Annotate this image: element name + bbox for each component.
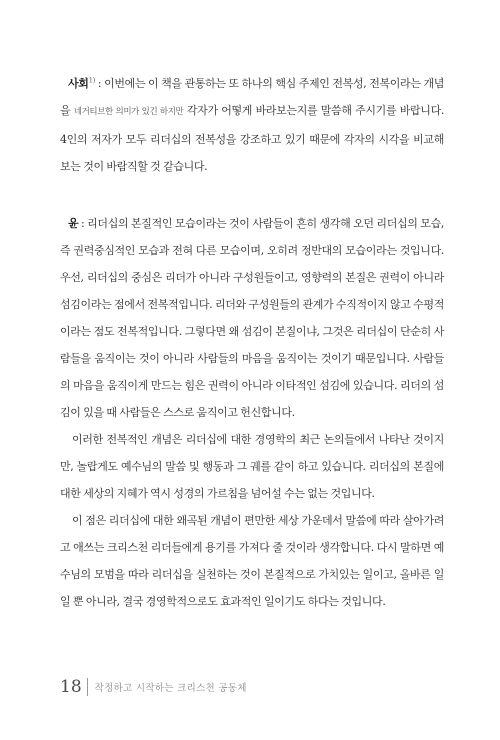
body-paragraph: 이 점은 리더십에 대한 왜곡된 개념이 편만한 세상 가운데서 말씀에 따라 살아가려고 애쓰는 크리스천 리더들에게 용기를 가져다 줄 것이라 생각합니다. 다시 말하면 예수님의 모범을 따라 리더십을 실천하는 것이 본질적으로 가치있는 일이고, 올바른 일일 뿐 아니라, 결국 경영학적으로도 효과적인 일이기도 하다는 것입니다.: [60, 514, 444, 608]
yoon-paragraph: [60, 210, 444, 426]
speaker-name-moderator: 사회: [68, 77, 89, 90]
paragraph-text: : 리더십의 본질적인 모습이라는 것이 사람들이 흔히 생각해 오던 리더십의 모습, 즉 권력중심적인 모습과 전혀 다른 모습이며, 오히려 정반대의 모습이라는 것입니다. 우선, 리더십의 중심은 리더가 아니라 구성원들이고, 영향력의 본질은 권력이 아니라 섬김이라는 점에서 전복적입니다. 리더와 구성원들의 관계가 수직적이지 않고 수평적이라는 점도 전복적입니다. 그렇다면 왜 섬김이 본질이냐, 그것은 리더십이 단순히 사람들을 움직이는 것이 아니라 사람들의 마음을 움직이는 것이기 때문입니다. 사람들의 마음을 움직이게 만드는 힘은 권력이 아니라 이타적인 섬김에 있습니다. 리더의 섬김이 있을 때 사람들은 스스로 움직이고 헌신합니다.: [60, 217, 444, 419]
speaker-name-yoon: 윤: [68, 217, 79, 230]
speaker-footnote-mark: 1): [88, 76, 96, 85]
page-body: [60, 70, 444, 615]
paragraph-text: 각자가 어떻게 바라보는지를 말씀해 주시기를 바랍니다. 4인의 저자가 모두 리더십의 전복성을 강조하고 있기 때문에 각자의 시각을 비교해 보는 것이 바람직할 것 같습니다.: [60, 104, 444, 173]
page-footer: [60, 676, 247, 698]
body-paragraph: 이러한 전복적인 개념은 리더십에 대한 경영학의 최근 논의들에서 나타난 것이지만, 놀랍게도 예수님의 말씀 및 행동과 그 궤를 같이 하고 있습니다. 리더십의 본질에 대한 세상의 지혜가 역시 성경의 가르침을 넘어설 수는 없는 것입니다.: [60, 433, 444, 500]
running-book-title: 작정하고 시작하는 크리스천 공동체: [94, 683, 247, 694]
paragraph-text: : 이번에는 이 책을 관통하는 또 하나의 핵심 주제인 전복성, 전복이라는 개념을: [60, 77, 444, 117]
inline-small-note: 네거티브한 의미가 있긴 하지만: [73, 107, 184, 117]
footer-divider: [87, 678, 88, 696]
moderator-paragraph: [60, 70, 444, 180]
page-number: 18: [60, 677, 82, 697]
